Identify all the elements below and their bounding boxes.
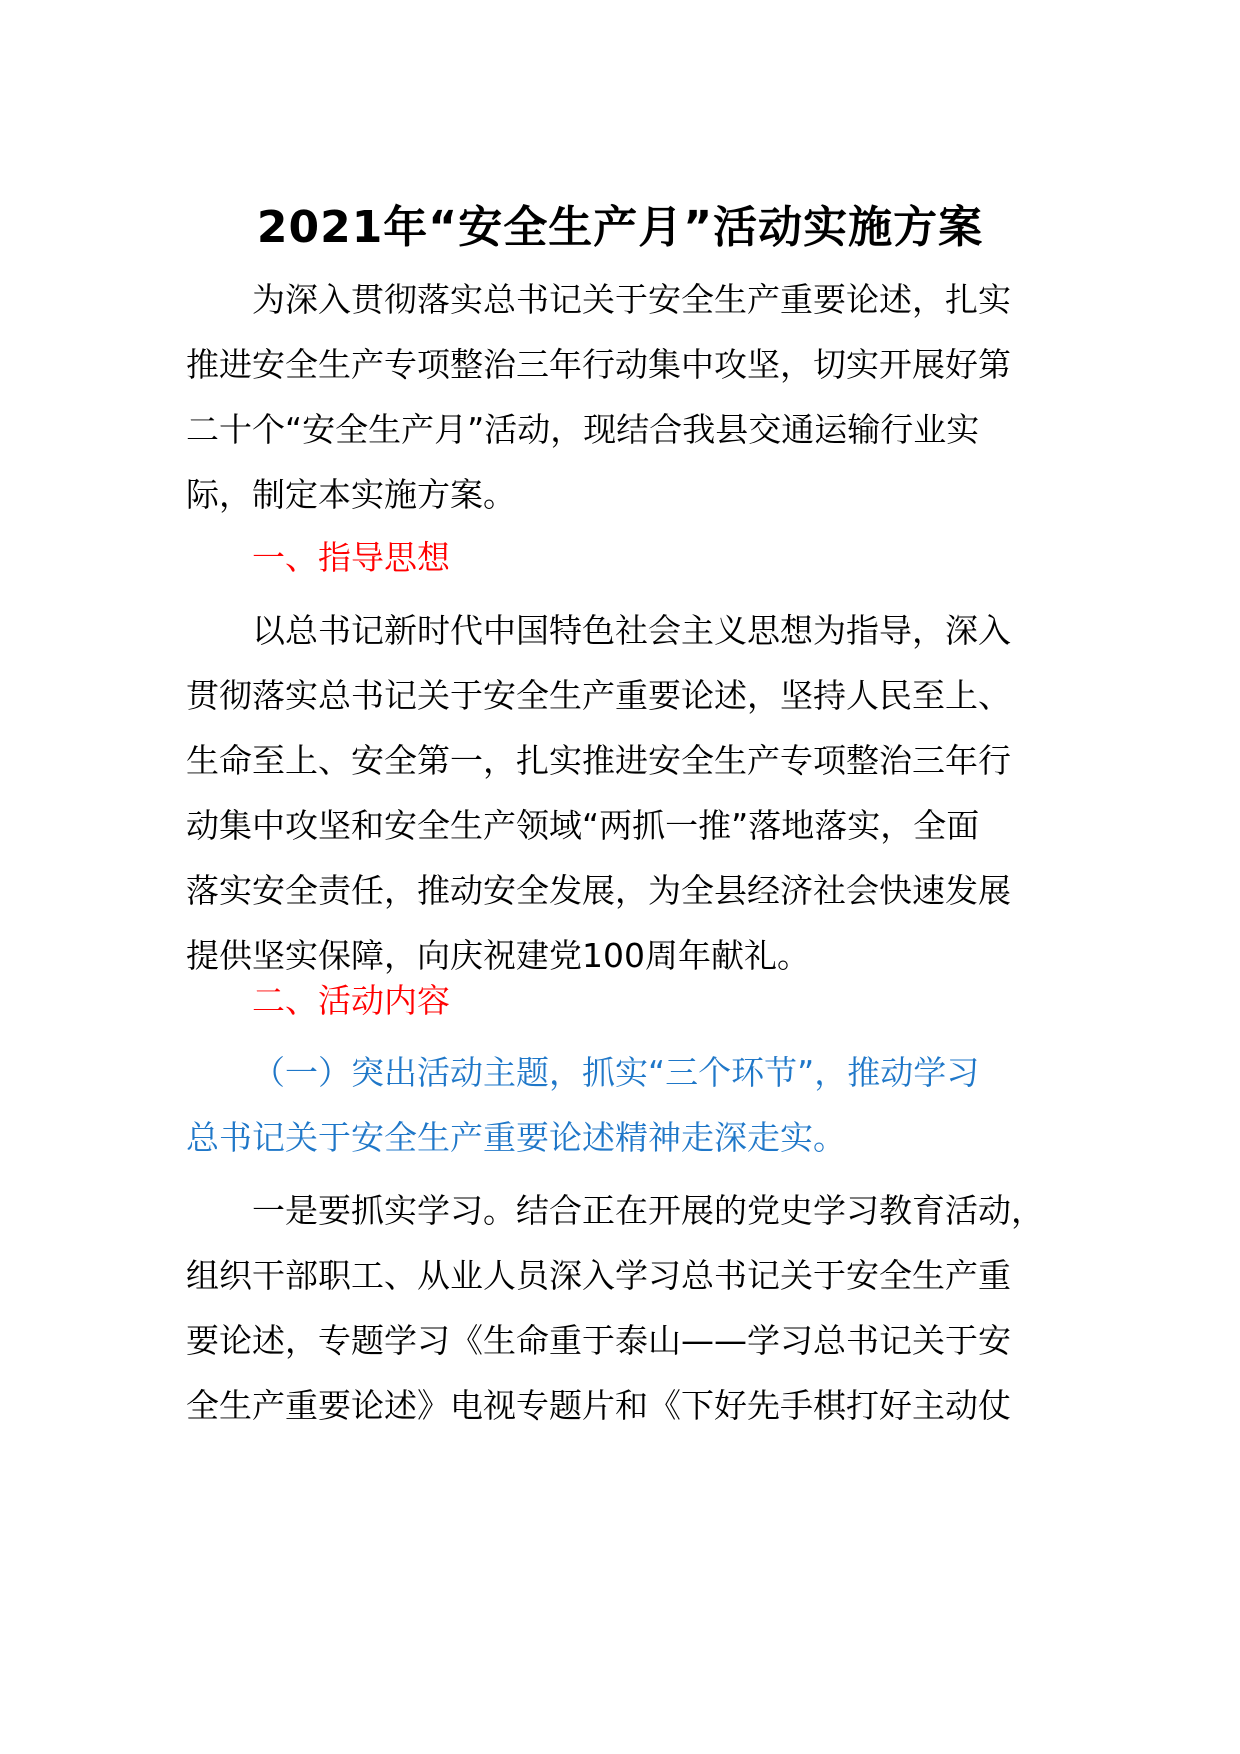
subheading-line: 总书记关于安全生产重要论述精神走深走实。	[186, 1118, 846, 1157]
paragraph-line: 全生产重要论述》电视专题片和《下好先手棋打好主动仗	[186, 1386, 1011, 1425]
paragraph-line: 贯彻落实总书记关于安全生产重要论述，坚持人民至上、	[186, 676, 1011, 715]
paragraph-line: 要论述，专题学习《生命重于泰山——学习总书记关于安	[186, 1321, 1011, 1360]
paragraph-line: 以总书记新时代中国特色社会主义思想为指导，深入	[252, 611, 1011, 650]
paragraph-line: 推进安全生产专项整治三年行动集中攻坚，切实开展好第	[186, 345, 1011, 384]
subsection-1-paragraph	[186, 1178, 1056, 1438]
paragraph-line: 生命至上、安全第一，扎实推进安全生产专项整治三年行	[186, 741, 1011, 780]
section-1-heading	[186, 525, 1056, 590]
document-title: 2021年“安全生产月”活动实施方案	[256, 202, 984, 253]
paragraph-line: 为深入贯彻落实总书记关于安全生产重要论述，扎实	[252, 280, 1011, 319]
heading-text: 一、指导思想	[252, 538, 450, 577]
subsection-1-heading	[186, 1040, 1056, 1170]
intro-paragraph	[186, 267, 1056, 527]
paragraph-line: 提供坚实保障，向庆祝建党100周年献礼。	[186, 936, 810, 975]
section-2-heading	[186, 968, 1056, 1033]
paragraph-line: 落实安全责任，推动安全发展，为全县经济社会快速发展	[186, 871, 1011, 910]
paragraph-line: 组织干部职工、从业人员深入学习总书记关于安全生产重	[186, 1256, 1011, 1295]
section-1-paragraph	[186, 598, 1056, 988]
subheading-line: （一）突出活动主题，抓实“三个环节”，推动学习	[252, 1053, 980, 1092]
paragraph-line: 一是要抓实学习。结合正在开展的党史学习教育活动，	[252, 1191, 1044, 1230]
heading-text: 二、活动内容	[252, 981, 450, 1020]
paragraph-line: 动集中攻坚和安全生产领域“两抓一推”落地落实，全面	[186, 806, 980, 845]
paragraph-line: 二十个“安全生产月”活动，现结合我县交通运输行业实	[186, 410, 980, 449]
paragraph-line: 际，制定本实施方案。	[186, 475, 516, 514]
